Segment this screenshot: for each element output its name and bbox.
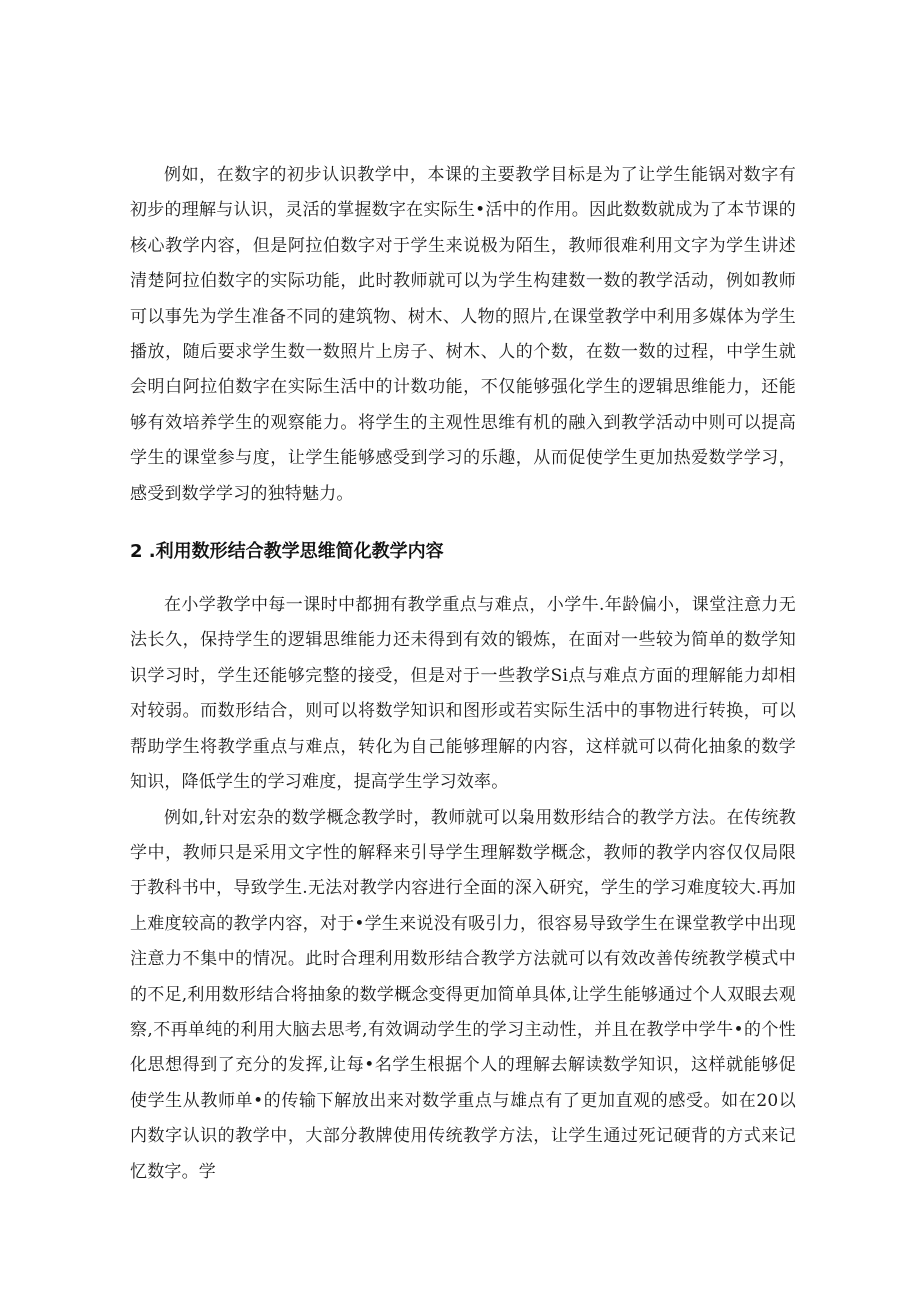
paragraph-counting-example: 例如，在数字的初步认识教学中，本课的主要教学目标是为了让学生能锅对数字有初步的理解与认识，灵活的掌握数字在实际生•活中的作用。因此数数就成为了本节课的核心教学内容，但是阿拉伯数字对于学生来说极为陌生，教师很难利用文字为学生讲述清楚阿拉伯数字的实际功能，此时教师就可以为学生构建数一数的教学活动，例如教师可以事先为学生准备不同的建筑物、树木、人物的照片,在课堂教学中利用多媒体为学生播放，随后要求学生数一数照片上房子、树木、人的个数，在数一数的过程，中学生就会明白阿拉伯数字在实际生活中的计数功能，不仅能够强化学生的逻辑思维能力，还能够有效培养学生的观察能力。将学生的主观性思维有机的融入到教学活动中则可以提高学生的课堂参与度，让学生能够感受到学习的乐趣，从而促使学生更加热爱数学学习，感受到数学学习的独特魅力。 (130, 165, 796, 504)
paragraph-key-points: 在小学教学中每一课时中都拥有教学重点与难点，小学牛.年龄偏小，课堂注意力无法长久，保持学生的逻辑思维能力还未得到有效的锻炼，在面对一些较为简单的数学知识学习时，学生还能够完整的接受，但是对于一些教学Si点与难点方面的理解能力却相对较弱。而数形结合，则可以将数学知识和图形或若实际生活中的事物进行转换，可以帮助学生将教学重点与难点，转化为自己能够理解的内容，这样就可以荷化抽象的数学知识，降低学生的学习难度，提高学生学习效率。 (130, 595, 796, 793)
document-body (130, 158, 796, 1190)
section-heading: 2 .利用数形结合教学思维简化教学内容 (130, 541, 444, 563)
paragraph-concept-teaching: 例如,针对宏杂的数学概念教学时，教师就可以枭用数形结合的教学方法。在传统教学中，教师只是采用文字性的解释来引导学生理解数学概念，教师的教学内容仅仅局限于教科书中，导致学生.无法对教学内容进行全面的深入研究，学生的学习难度较大.再加上难度较高的教学内容，对于•学生来说没有吸引力，很容易导致学生在课堂教学中出现注意力不集中的情况。此时合理利用数形结合教学方法就可以有效改善传统教学模式中的不足,利用数形结合将抽象的数学概念变得更加简单具体,让学生能够通过个人双眼去观察,不再单纯的利用大脑去思考,有效调动学生的学习主动性，并且在教学中学牛•的个性化思想得到了充分的发挥,让每•名学生根据个人的理解去解读数学知识，这样就能够促使学生从教师单•的传输下解放出来对数学重点与雄点有了更加直观的感受。如在20以内数字认识的教学中，大部分教牌使用传统教学方法，让学生通过死记硬背的方式来记忆数字。学 (130, 807, 796, 1182)
